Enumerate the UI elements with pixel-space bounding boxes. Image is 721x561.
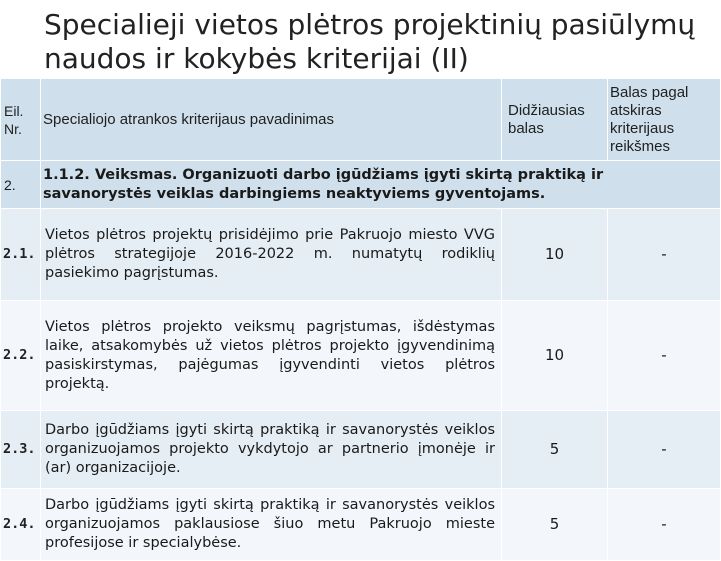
row-criterion: Darbo įgūdžiams įgyti skirtą praktiką ir savanorystės veiklos organizuojamos projekto vykdytojo ar partnerio įmonėje ir (ar) organizacijoje. — [41, 411, 502, 489]
row-max-score: 5 — [502, 489, 608, 561]
header-separate-score: Balas pagal atskiras kriterijaus reikšmes — [608, 79, 721, 161]
row-max-score: 10 — [502, 301, 608, 411]
header-name: Specialiojo atrankos kriterijaus pavadinimas — [41, 79, 502, 161]
row-separate-score: - — [608, 411, 721, 489]
page-title: Specialieji vietos plėtros projektinių pasiūlymų naudos ir kokybės kriterijai (II) — [44, 8, 696, 75]
table-row — [1, 209, 721, 301]
row-criterion: Vietos plėtros projektų prisidėjimo prie Pakruojo miesto VVG plėtros strategijoje 2016-2022 m. numatytų rodiklių pasiekimo pagrįstumas. — [41, 209, 502, 301]
row-criterion: Vietos plėtros projekto veiksmų pagrįstumas, išdėstymas laike, atsakomybės už vietos plėtros projekto įgyvendinimą pasiskirstymas, pajėgumas įgyvendinti vietos plėtros projektą. — [41, 301, 502, 411]
row-max-score: 10 — [502, 209, 608, 301]
section-title: 1.1.2. Veiksmas. Organizuoti darbo įgūdžiams įgyti skirtą praktiką ir savanorystės veiklas darbingiems neaktyviems gyventojams. — [41, 161, 721, 209]
row-nr: 2.1. — [1, 209, 41, 301]
header-max-score: Didžiausias balas — [502, 79, 608, 161]
row-separate-score: - — [608, 209, 721, 301]
row-separate-score: - — [608, 301, 721, 411]
section-row — [1, 161, 721, 209]
criteria-table — [0, 78, 721, 561]
row-nr: 2.2. — [1, 301, 41, 411]
table-row — [1, 489, 721, 561]
header-nr: Eil. Nr. — [1, 79, 41, 161]
table-header-row — [1, 79, 721, 161]
row-nr: 2.4. — [1, 489, 41, 561]
row-criterion: Darbo įgūdžiams įgyti skirtą praktiką ir savanorystės veiklos organizuojamos paklausiose šiuo metu Pakruojo mieste profesijose ir specialybėse. — [41, 489, 502, 561]
row-nr: 2.3. — [1, 411, 41, 489]
section-nr: 2. — [1, 161, 41, 209]
table-row — [1, 411, 721, 489]
table-row — [1, 301, 721, 411]
row-max-score: 5 — [502, 411, 608, 489]
row-separate-score: - — [608, 489, 721, 561]
